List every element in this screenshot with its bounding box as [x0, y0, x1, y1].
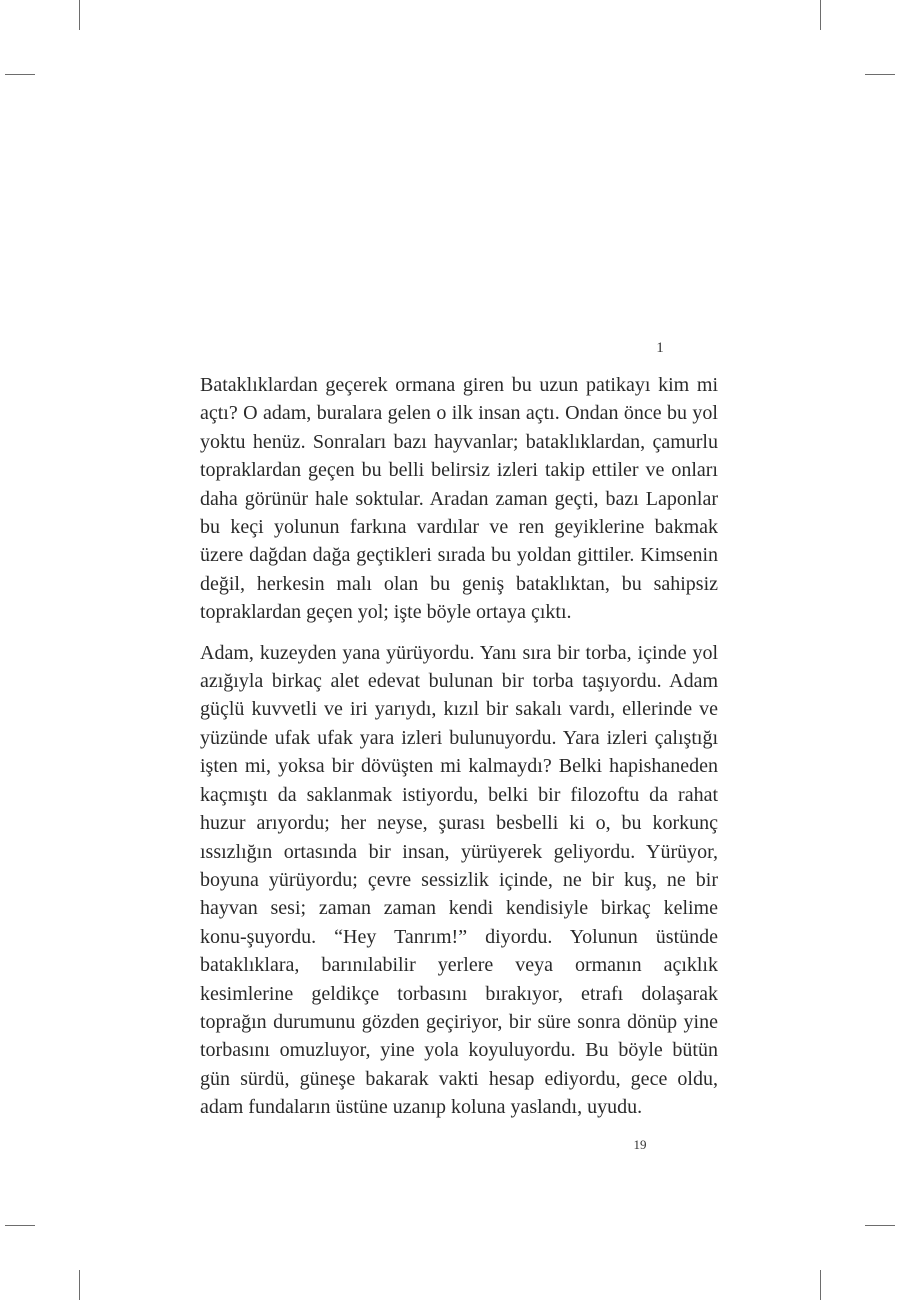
crop-mark-right-upper — [865, 74, 895, 75]
crop-mark-top-right — [820, 0, 821, 30]
body-text — [200, 371, 718, 1122]
crop-mark-left-upper — [5, 74, 35, 75]
crop-mark-right-lower — [865, 1225, 895, 1226]
page-number: 19 — [633, 1137, 647, 1152]
crop-mark-left-lower — [5, 1225, 35, 1226]
crop-mark-bottom-left — [79, 1270, 80, 1300]
crop-mark-top-left — [79, 0, 80, 30]
paragraph-1: Bataklıklardan geçerek ormana giren bu uzun patikayı kim mi açtı? O adam, buralara gelen o ilk insan açtı. Ondan önce bu yol yoktu henüz. Sonraları bazı hayvanlar; bataklıklardan, çamurlu topraklardan geçen bu belli belirsiz izleri takip ettiler ve onları daha görünür hale soktular. Aradan zaman geçti, bazı Laponlar bu keçi yolunun farkına vardılar ve ren geyiklerine bakmak üzere dağdan dağa geçtikleri sırada bu yoldan gittiler. Kimsenin değil, herkesin malı olan bu geniş bataklıktan, bu sahipsiz topraklardan geçen yol; işte böyle ortaya çıktı. — [200, 374, 718, 624]
chapter-number: 1 — [656, 340, 664, 356]
crop-mark-bottom-right — [820, 1270, 821, 1300]
paragraph-2: Adam, kuzeyden yana yürüyordu. Yanı sıra bir torba, içinde yol azığıyla birkaç alet edevat bulunan bir torba taşıyordu. Adam güçlü kuvvetli ve iri yarıydı, kızıl bir sakalı vardı, ellerinde ve yüzünde ufak ufak yara izleri bulunuyordu. Yara izleri çalıştığı işten mi, yoksa bir dövüşten mi kalmaydı? Belki hapishaneden kaçmıştı da saklanmak istiyordu, belki bir filozoftu da rahat huzur arıyordu; her neyse, şurası besbelli ki o, bu korkunç ıssızlığın ortasında bir insan, yürüyerek geliyordu. Yürüyor, boyuna yürüyordu; çevre sessizlik içinde, ne bir kuş, ne bir hayvan sesi; zaman zaman kendi kendisiyle birkaç kelime konu-şuyordu. “Hey Tanrım!” diyordu. Yolunun üstünde bataklıklara, barınılabilir yerlere veya ormanın açıklık kesimlerine geldikçe torbasını bırakıyor, etrafı dolaşarak toprağın durumunu gözden geçiriyor, bir süre sonra dönüp yine torbasını omuzluyor, yine yola koyuluyordu. Bu böyle bütün gün sürdü, güneşe bakarak vakti hesap ediyordu, gece oldu, adam fundaların üstüne uzanıp koluna yaslandı, uyudu. — [200, 641, 718, 1119]
